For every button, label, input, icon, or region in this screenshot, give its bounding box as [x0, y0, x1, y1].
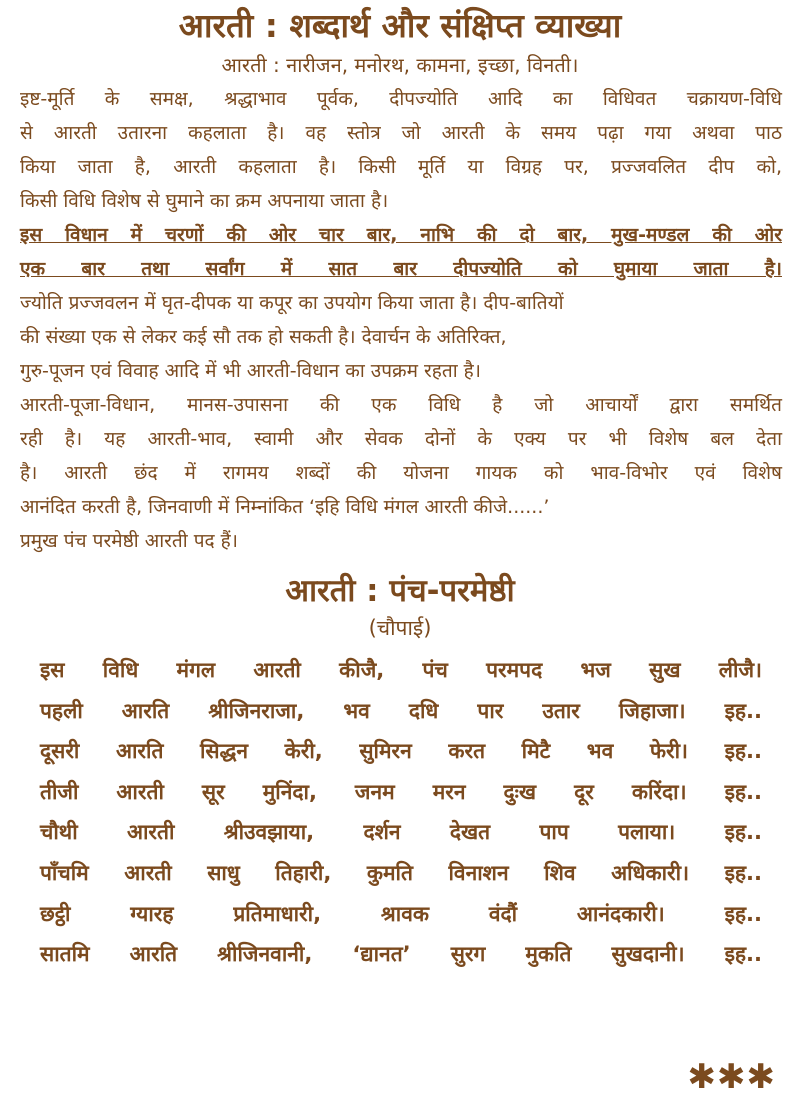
- verse-line: इस विधि मंगल आरती कीजै, पंच परमपद भज सुख लीजै।: [40, 658, 762, 682]
- text-line: है। आरती छंद में रागमय शब्दों की योजना गायक को भाव-विभोर एवं विशेष: [20, 462, 782, 484]
- text-line-underlined: एक बार तथा सर्वांग में सात बार दीपज्योति को घुमाया जाता है।: [20, 258, 782, 280]
- text-line: इष्ट-मूर्ति के समक्ष, श्रद्धाभाव पूर्वक, दीपज्योति आदि का विधिवत चक्रायण-विधि: [20, 88, 782, 110]
- text-line-underlined: इस विधान में चरणों की ओर चार बार, नाभि की दो बार, मुख-मण्डल की ओर: [20, 224, 782, 246]
- section-title: आरती : पंच-परमेष्ठी: [285, 573, 515, 609]
- verse-line: दूसरी आरति सिद्धन केरी, सुमिरन करत मिटै भव फेरी। इह..: [40, 739, 762, 764]
- paragraph-lamp: [20, 286, 782, 388]
- verse-line: तीजी आरती सूर मुनिंदा, जनम मरन दुःख दूर करिंदा। इह..: [40, 779, 762, 804]
- text-line: से आरती उतारना कहलाता है। वह स्तोत्र जो आरती के समय पढ़ा गया अथवा पाठ: [20, 122, 782, 144]
- verse-line: सातमि आरति श्रीजिनवानी, ‘द्यानत’ सुरग मुकति सुखदानी। इह..: [40, 942, 762, 967]
- page-title: आरती : शब्दार्थ और संक्षिप्त व्याख्या: [178, 6, 622, 45]
- paragraph-definition: [20, 82, 782, 218]
- verse-line: छट्ठी ग्यारह प्रतिमाधारी, श्रावक वंदौं आनंदकारी। इह..: [40, 901, 762, 926]
- text-line: रही है। यह आरती-भाव, स्वामी और सेवक दोनों के एक्य पर भी विशेष बल देता: [20, 428, 782, 450]
- text-line: आरती-पूजा-विधान, मानस-उपासना की एक विधि है जो आचार्यों द्वारा समर्थित: [20, 394, 782, 416]
- verse-line: पहली आरति श्रीजिनराजा, भव दधि पार उतार जिहाजा। इह..: [40, 698, 762, 723]
- verse-line: पाँचमि आरती साधु तिहारी, कुमति विनाशन शिव अधिकारी। इह..: [40, 860, 762, 885]
- end-ornament: ✱✱✱: [687, 1057, 776, 1097]
- text-line: किसी विधि विशेष से घुमाने का क्रम अपनाया जाता है।: [20, 190, 389, 212]
- text-line: आनंदित करती है, जिनवाणी में निम्नांकित ‘इहि विधि मंगल आरती कीजे......’: [20, 496, 550, 518]
- paragraph-worship: [20, 388, 782, 558]
- page-subtitle: आरती : नारीजन, मनोरथ, कामना, इच्छा, विनती।: [221, 53, 579, 77]
- verse-list: [40, 650, 762, 975]
- text-line: प्रमुख पंच परमेष्ठी आरती पद हैं।: [20, 530, 238, 552]
- verse-line: चौथी आरती श्रीउवझाया, दर्शन देखत पाप पलाया। इह..: [40, 820, 762, 845]
- text-line: किया जाता है, आरती कहलाता है। किसी मूर्ति या विग्रह पर, प्रज्जवलित दीप को,: [20, 156, 782, 178]
- text-line: गुरु-पूजन एवं विवाह आदि में भी आरती-विधान का उपक्रम रहता है।: [20, 360, 481, 382]
- paragraph-procedure: [20, 218, 782, 286]
- section-subtitle: (चौपाई): [368, 616, 432, 640]
- text-line: की संख्या एक से लेकर कई सौ तक हो सकती है। देवार्चन के अतिरिक्त,: [20, 326, 507, 348]
- text-line: ज्योति प्रज्जवलन में घृत-दीपक या कपूर का उपयोग किया जाता है। दीप-बातियों: [20, 292, 564, 314]
